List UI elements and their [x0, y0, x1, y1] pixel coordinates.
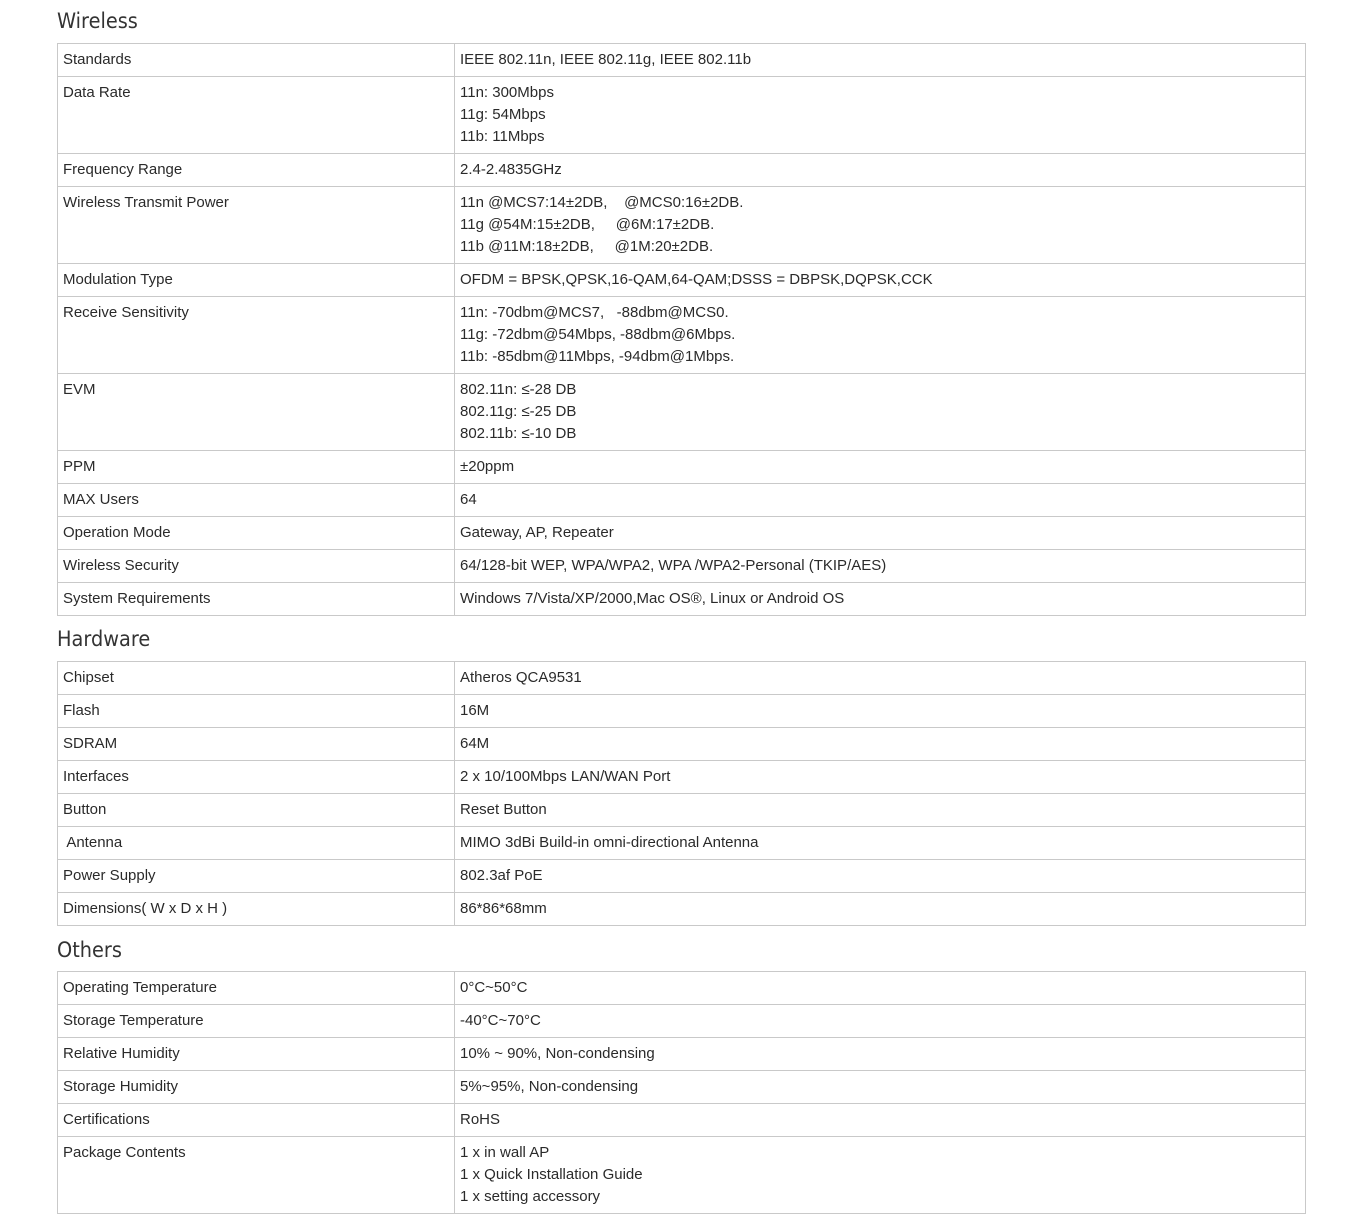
spec-label: SDRAM: [63, 735, 118, 752]
spec-value-lines: [460, 484, 1300, 516]
spec-label-cell: [58, 374, 455, 451]
spec-label-cell: [58, 662, 455, 695]
spec-value-cell: [455, 1137, 1306, 1214]
spec-value: 5%~95%, Non-condensing: [460, 1078, 639, 1095]
spec-label-cell: [58, 893, 455, 926]
spec-label-cell: [58, 827, 455, 860]
spec-value-cell: [455, 860, 1306, 893]
spec-label: Receive Sensitivity: [63, 304, 189, 321]
spec-label: Antenna: [63, 834, 123, 851]
spec-row: [58, 550, 1306, 583]
spec-value: ±20ppm: [460, 458, 515, 475]
spec-label: Package Contents: [63, 1144, 186, 1161]
spec-row: [58, 264, 1306, 297]
spec-value-cell: [455, 827, 1306, 860]
spec-value-cell: [455, 484, 1306, 517]
spec-value: 1 x setting accessory: [460, 1188, 601, 1205]
section-title-hardware: Hardware: [57, 627, 151, 651]
spec-label: Certifications: [63, 1111, 150, 1128]
spec-value: 2 x 10/100Mbps LAN/WAN Port: [460, 768, 671, 785]
spec-page: [57, 0, 1305, 1214]
spec-value: 64/128-bit WEP, WPA/WPA2, WPA /WPA2-Personal (TKIP/AES): [460, 557, 887, 574]
spec-value-lines: [460, 860, 1300, 892]
spec-row: [58, 662, 1306, 695]
spec-value-cell: [455, 1071, 1306, 1104]
spec-value-cell: [455, 583, 1306, 616]
spec-value: OFDM = BPSK,QPSK,16-QAM,64-QAM;DSSS = DBPSK,DQPSK,CCK: [460, 271, 933, 288]
spec-row: [58, 695, 1306, 728]
spec-label-cell: [58, 484, 455, 517]
spec-label-cell: [58, 972, 455, 1005]
spec-label: Storage Humidity: [63, 1078, 179, 1095]
spec-value: 802.11n: ≤-28 DB: [460, 381, 577, 398]
spec-value-lines: [460, 517, 1300, 549]
spec-label: Standards: [63, 51, 132, 68]
spec-row: [58, 583, 1306, 616]
spec-value-lines: [460, 662, 1300, 694]
spec-value-cell: [455, 517, 1306, 550]
spec-value-cell: [455, 77, 1306, 154]
spec-label: Modulation Type: [63, 271, 173, 288]
spec-value: 11g: -72dbm@54Mbps, -88dbm@6Mbps.: [460, 326, 736, 343]
spec-value-lines: [460, 972, 1300, 1004]
spec-label-cell: [58, 728, 455, 761]
spec-label: Wireless Transmit Power: [63, 194, 229, 211]
spec-row: [58, 484, 1306, 517]
spec-label: EVM: [63, 381, 96, 398]
spec-row: [58, 187, 1306, 264]
spec-value-lines: [460, 451, 1300, 483]
spec-value: 64: [460, 491, 477, 508]
spec-value-lines: [460, 187, 1300, 263]
spec-value: Gateway, AP, Repeater: [460, 524, 614, 541]
spec-label-cell: [58, 1071, 455, 1104]
spec-value: MIMO 3dBi Build-in omni-directional Antenna: [460, 834, 759, 851]
spec-row: [58, 827, 1306, 860]
spec-label-cell: [58, 77, 455, 154]
spec-label-cell: [58, 154, 455, 187]
spec-row: [58, 1071, 1306, 1104]
spec-value-cell: [455, 154, 1306, 187]
spec-value-cell: [455, 451, 1306, 484]
spec-value: 1 x Quick Installation Guide: [460, 1166, 643, 1183]
spec-value: 11g: 54Mbps: [460, 106, 546, 123]
spec-value-cell: [455, 1038, 1306, 1071]
spec-label-cell: [58, 761, 455, 794]
spec-label: Operation Mode: [63, 524, 171, 541]
spec-value-cell: [455, 972, 1306, 1005]
spec-value: 16M: [460, 702, 490, 719]
spec-label: Interfaces: [63, 768, 129, 785]
spec-label: PPM: [63, 458, 96, 475]
spec-value: IEEE 802.11n, IEEE 802.11g, IEEE 802.11b: [460, 51, 752, 68]
spec-value: 1 x in wall AP: [460, 1144, 550, 1161]
spec-value: 0°C~50°C: [460, 979, 528, 996]
spec-label: Data Rate: [63, 84, 131, 101]
spec-row: [58, 794, 1306, 827]
spec-label: Storage Temperature: [63, 1012, 204, 1029]
spec-label: Frequency Range: [63, 161, 183, 178]
spec-label-cell: [58, 1038, 455, 1071]
spec-value-cell: [455, 1104, 1306, 1137]
spec-label-cell: [58, 187, 455, 264]
spec-value-cell: [455, 550, 1306, 583]
spec-row: [58, 761, 1306, 794]
spec-value-lines: [460, 1005, 1300, 1037]
spec-value: -40°C~70°C: [460, 1012, 541, 1029]
spec-label: Wireless Security: [63, 557, 179, 574]
spec-value-lines: [460, 77, 1300, 153]
spec-value-lines: [460, 154, 1300, 186]
spec-value-lines: [460, 893, 1300, 925]
spec-label-cell: [58, 583, 455, 616]
spec-label: Relative Humidity: [63, 1045, 180, 1062]
spec-row: [58, 860, 1306, 893]
spec-label: Dimensions( W x D x H ): [63, 900, 228, 917]
spec-value-cell: [455, 374, 1306, 451]
spec-value-lines: [460, 583, 1300, 615]
spec-value-lines: [460, 297, 1300, 373]
spec-label-cell: [58, 860, 455, 893]
spec-value-lines: [460, 695, 1300, 727]
spec-value-lines: [460, 1137, 1300, 1213]
spec-value-cell: [455, 662, 1306, 695]
spec-value: 802.11b: ≤-10 DB: [460, 425, 577, 442]
section-title-wireless: Wireless: [57, 9, 138, 33]
spec-label: Operating Temperature: [63, 979, 217, 996]
spec-label-cell: [58, 451, 455, 484]
spec-value: 10% ~ 90%, Non-condensing: [460, 1045, 655, 1062]
spec-label: Flash: [63, 702, 100, 719]
spec-value-lines: [460, 374, 1300, 450]
spec-row: [58, 1038, 1306, 1071]
spec-row: [58, 77, 1306, 154]
spec-row: [58, 893, 1306, 926]
spec-value-lines: [460, 264, 1300, 296]
spec-value-cell: [455, 893, 1306, 926]
spec-value: 11b: -85dbm@11Mbps, -94dbm@1Mbps.: [460, 348, 735, 365]
spec-value: 11n: -70dbm@MCS7, -88dbm@MCS0.: [460, 304, 729, 321]
spec-label-cell: [58, 1137, 455, 1214]
spec-row: [58, 972, 1306, 1005]
spec-value: 11b: 11Mbps: [460, 128, 545, 145]
spec-value-cell: [455, 44, 1306, 77]
spec-value-cell: [455, 187, 1306, 264]
spec-value: Windows 7/Vista/XP/2000,Mac OS®, Linux or Android OS: [460, 590, 845, 607]
spec-value: 11n @MCS7:14±2DB, @MCS0:16±2DB.: [460, 194, 744, 211]
spec-value: 86*86*68mm: [460, 900, 547, 917]
spec-label-cell: [58, 517, 455, 550]
spec-value-lines: [460, 550, 1300, 582]
spec-value: 802.11g: ≤-25 DB: [460, 403, 577, 420]
spec-row: [58, 374, 1306, 451]
spec-label-cell: [58, 44, 455, 77]
spec-row: [58, 1005, 1306, 1038]
spec-table-hardware: [57, 661, 1306, 926]
spec-value: 11n: 300Mbps: [460, 84, 554, 101]
spec-value-lines: [460, 827, 1300, 859]
spec-label-cell: [58, 695, 455, 728]
spec-value: Reset Button: [460, 801, 547, 818]
spec-row: [58, 1137, 1306, 1214]
spec-value-cell: [455, 728, 1306, 761]
spec-label-cell: [58, 794, 455, 827]
spec-row: [58, 44, 1306, 77]
spec-table-wireless: [57, 43, 1306, 616]
spec-value-lines: [460, 44, 1300, 76]
spec-value-cell: [455, 297, 1306, 374]
spec-row: [58, 451, 1306, 484]
spec-label-cell: [58, 1104, 455, 1137]
spec-value-cell: [455, 1005, 1306, 1038]
spec-value-cell: [455, 695, 1306, 728]
spec-value-cell: [455, 794, 1306, 827]
spec-label-cell: [58, 550, 455, 583]
spec-value-lines: [460, 728, 1300, 760]
spec-value: 802.3af PoE: [460, 867, 543, 884]
section-title-others: Others: [57, 938, 122, 962]
spec-label-cell: [58, 1005, 455, 1038]
spec-value: RoHS: [460, 1111, 501, 1128]
spec-row: [58, 1104, 1306, 1137]
spec-value: 64M: [460, 735, 490, 752]
spec-label: System Requirements: [63, 590, 211, 607]
spec-value: 2.4-2.4835GHz: [460, 161, 562, 178]
spec-row: [58, 297, 1306, 374]
spec-label: Chipset: [63, 669, 114, 686]
spec-label-cell: [58, 264, 455, 297]
spec-label-cell: [58, 297, 455, 374]
spec-value: 11g @54M:15±2DB, @6M:17±2DB.: [460, 216, 715, 233]
spec-value-cell: [455, 264, 1306, 297]
spec-value: 11b @11M:18±2DB, @1M:20±2DB.: [460, 238, 714, 255]
spec-value-cell: [455, 761, 1306, 794]
spec-value: Atheros QCA9531: [460, 669, 582, 686]
spec-table-others: [57, 971, 1306, 1214]
spec-row: [58, 517, 1306, 550]
spec-value-lines: [460, 1071, 1300, 1103]
spec-value-lines: [460, 1038, 1300, 1070]
spec-row: [58, 154, 1306, 187]
spec-row: [58, 728, 1306, 761]
spec-label: MAX Users: [63, 491, 139, 508]
spec-label: Power Supply: [63, 867, 156, 884]
spec-label: Button: [63, 801, 107, 818]
spec-value-lines: [460, 761, 1300, 793]
spec-value-lines: [460, 794, 1300, 826]
spec-value-lines: [460, 1104, 1300, 1136]
